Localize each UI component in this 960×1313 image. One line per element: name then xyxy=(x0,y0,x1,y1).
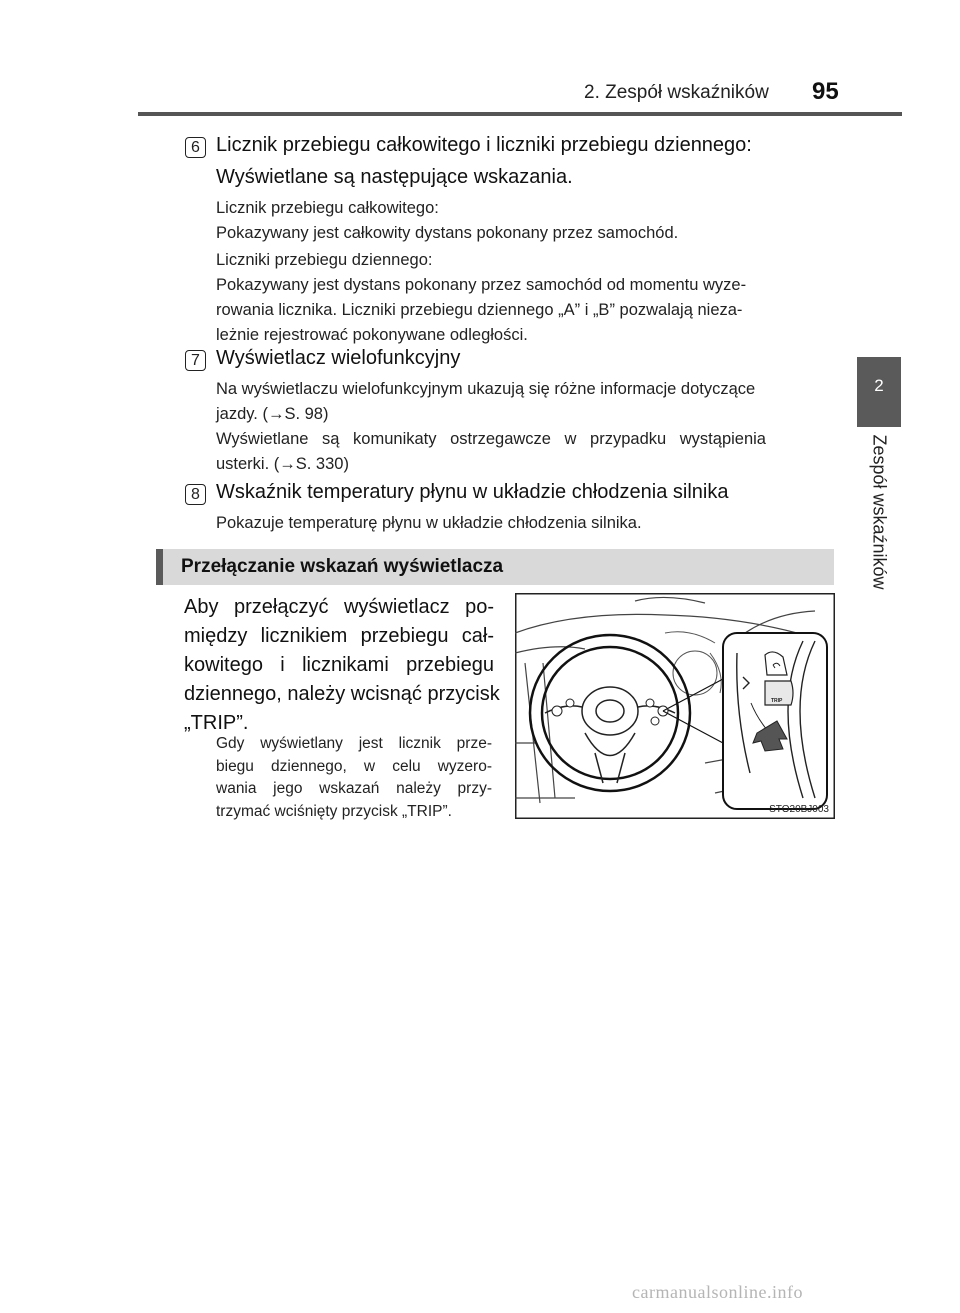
item-paragraph xyxy=(216,248,836,348)
figure-caption: STO20BJ003 xyxy=(769,804,829,815)
item-number-badge: 6 xyxy=(185,137,206,158)
item-title-line: Wyświetlane są następujące wskazania. xyxy=(216,166,573,188)
text-line: jazdy. (→S. 98) xyxy=(216,405,329,423)
text-line: Liczniki przebiegu dziennego: xyxy=(216,251,433,269)
note-line: wania jego wskazań należy przy- xyxy=(216,780,492,797)
body-line: „TRIP”. xyxy=(184,712,249,734)
text-line: Licznik przebiegu całkowitego: xyxy=(216,199,439,217)
item-paragraph xyxy=(216,196,836,246)
steering-wheel-figure xyxy=(515,593,835,819)
text-line: Pokazywany jest dystans pokonany przez samochód od momentu wyze- xyxy=(216,276,747,294)
item-paragraph xyxy=(216,427,836,477)
trip-button-label: TRIP xyxy=(771,698,783,704)
text-line: Pokazywany jest całkowity dystans pokonany przez samochód. xyxy=(216,224,679,242)
text-line: rowania licznika. Liczniki przebiegu dziennego „A” i „B” pozwalają nieza- xyxy=(216,301,743,319)
section-heading-band xyxy=(156,549,834,585)
item-title: Wskaźnik temperatury płynu w układzie chłodzenia silnika xyxy=(216,481,729,503)
body-line: dziennego, należy wcisnąć przycisk xyxy=(184,683,500,705)
header-rule xyxy=(138,112,902,116)
text-line: Wyświetlane są komunikaty ostrzegawcze w przypadku wystąpienia xyxy=(216,430,766,448)
chapter-tab-label: Zespół wskaźników xyxy=(869,434,890,590)
section-note xyxy=(216,733,492,823)
steering-wheel-illustration xyxy=(515,593,835,819)
item-number-badge: 8 xyxy=(185,484,206,505)
body-line: między licznikiem przebiegu cał- xyxy=(184,625,494,647)
item-title-line: Licznik przebiegu całkowitego i liczniki przebiegu dziennego: xyxy=(216,134,752,156)
text-line: Pokazuje temperaturę płynu w układzie chłodzenia silnika. xyxy=(216,514,642,532)
item-number-badge: 7 xyxy=(185,350,206,371)
note-line: trzymać wciśnięty przycisk „TRIP”. xyxy=(216,802,452,820)
item-title: Wyświetlacz wielofunkcyjny xyxy=(216,347,461,369)
note-line: biegu dziennego, w celu wyzero- xyxy=(216,757,492,775)
body-line: Aby przełączyć wyświetlacz po- xyxy=(184,596,494,618)
chapter-tab-number: 2 xyxy=(874,376,884,395)
section-body xyxy=(184,593,500,738)
footer-watermark: carmanualsonline.info xyxy=(632,1282,803,1302)
header-section-title: 2. Zespół wskaźników xyxy=(584,82,769,103)
text-line: leżnie rejestrować pokonywane odległości. xyxy=(216,326,528,344)
item-paragraph xyxy=(216,377,836,427)
item-title xyxy=(216,134,752,157)
item-paragraph xyxy=(216,511,836,536)
note-line: Gdy wyświetlany jest licznik prze- xyxy=(216,735,492,752)
page-number: 95 xyxy=(812,78,839,105)
text-line: Na wyświetlaczu wielofunkcyjnym ukazują się różne informacje dotyczące xyxy=(216,380,756,398)
text-line: usterki. (→S. 330) xyxy=(216,455,349,473)
body-line: kowitego i licznikami przebiegu xyxy=(184,654,494,676)
section-heading: Przełączanie wskazań wyświetlacza xyxy=(181,556,504,577)
item-title xyxy=(216,166,573,189)
